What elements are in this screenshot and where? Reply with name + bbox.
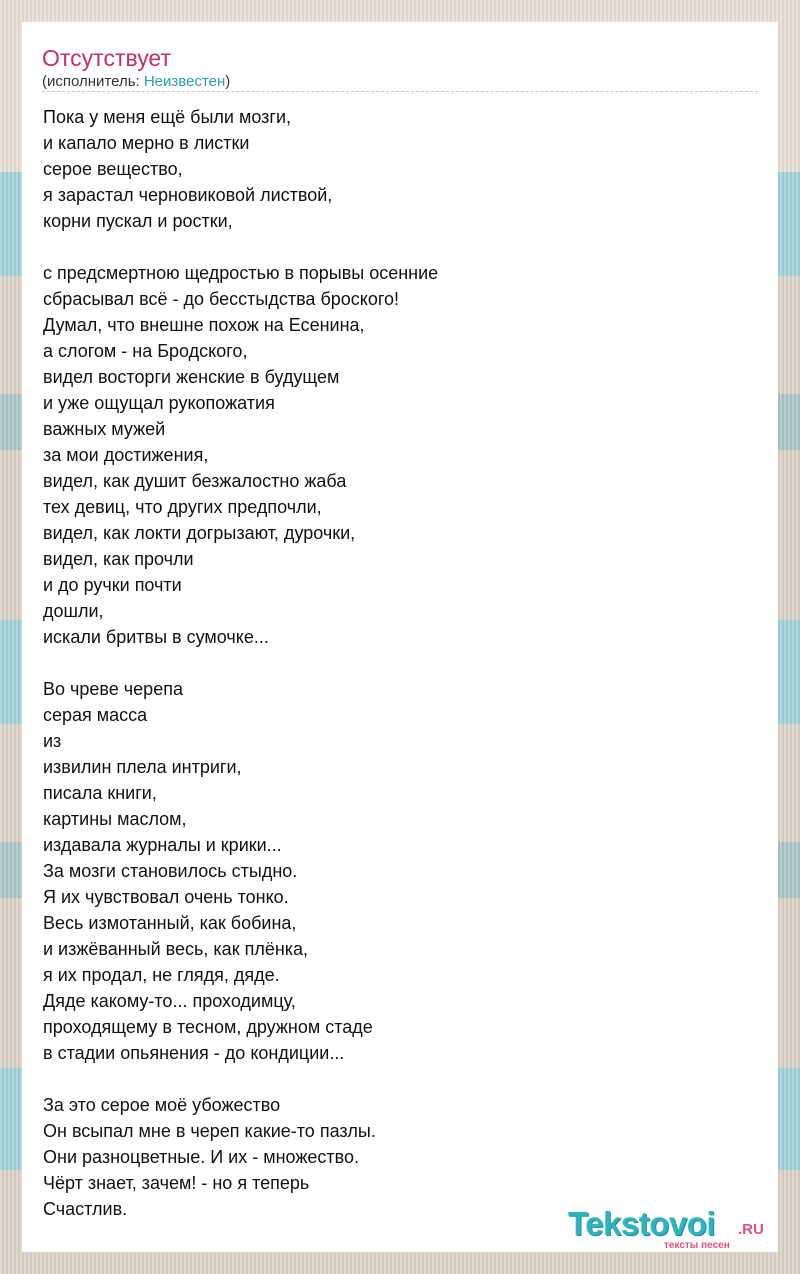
lyric-line: Во чреве черепа (43, 679, 183, 699)
lyric-line: картины маслом, (43, 809, 187, 829)
lyric-line: Я их чувствовал очень тонко. (43, 887, 289, 907)
lyric-line: проходящему в тесном, дружном стаде (43, 1017, 373, 1037)
logo-tagline: тексты песен (664, 1240, 730, 1251)
artist-prefix: (исполнитель: (42, 73, 144, 90)
lyrics-card (22, 22, 778, 1252)
artist-line (42, 73, 230, 91)
lyric-line: корни пускал и ростки, (43, 211, 233, 231)
lyric-line: с предсмертною щедростью в порывы осенние (43, 263, 439, 283)
lyric-line: и изжёванный весь, как плёнка, (43, 939, 309, 959)
lyric-line: писала книги, (43, 783, 157, 803)
lyric-line: видел, как прочли (43, 549, 194, 569)
lyrics-text (43, 104, 743, 1222)
lyric-line: тех девиц, что других предпочли, (43, 497, 322, 517)
lyric-line: Он всыпал мне в череп какие-то пазлы. (43, 1121, 376, 1141)
lyric-line: За это серое моё убожество (43, 1095, 281, 1115)
lyric-line: искали бритвы в сумочке... (43, 627, 269, 647)
lyric-line: я их продал, не глядя, дяде. (43, 965, 280, 985)
lyric-line: издавала журналы и крики... (43, 835, 282, 855)
lyric-line: серое вещество, (43, 159, 183, 179)
lyric-line: дошли, (43, 601, 104, 621)
lyric-line: из (43, 731, 62, 751)
lyric-line: за мои достижения, (43, 445, 209, 465)
site-logo[interactable] (568, 1206, 778, 1252)
lyric-line: и до ручки почти (43, 575, 182, 595)
lyric-line: а слогом - на Бродского, (43, 341, 248, 361)
lyric-line: и капало мерно в листки (43, 133, 250, 153)
lyric-line: и уже ощущал рукопожатия (43, 393, 275, 413)
lyric-line: Думал, что внешне похож на Есенина, (43, 315, 365, 335)
lyric-line: За мозги становилось стыдно. (43, 861, 298, 881)
song-title: Отсутствует (42, 45, 171, 71)
lyric-line: Пока у меня ещё были мозги, (43, 107, 292, 127)
lyric-line: важных мужей (43, 419, 166, 439)
divider (42, 91, 758, 92)
lyric-line: Дяде какому-то... проходимцу, (43, 991, 296, 1011)
lyric-line (43, 650, 743, 676)
lyric-line: сбрасывал всё - до бесстыдства броского! (43, 289, 400, 309)
lyric-line: видел, как душит безжалостно жаба (43, 471, 347, 491)
logo-wordmark: Tekstovoi (568, 1205, 716, 1242)
lyric-line: Счастлив. (43, 1199, 128, 1219)
lyric-line: видел восторги женские в будущем (43, 367, 340, 387)
lyric-line (43, 234, 743, 260)
artist-suffix: ) (225, 73, 231, 90)
lyric-line: Они разноцветные. И их - множество. (43, 1147, 360, 1167)
artist-link[interactable]: Неизвестен (143, 73, 226, 90)
lyric-line: в стадии опьянения - до кондиции... (43, 1043, 345, 1063)
lyric-line (43, 1066, 743, 1092)
lyric-line: Весь измотанный, как бобина, (43, 913, 297, 933)
lyric-line: серая масса (43, 705, 148, 725)
logo-domain: .RU (738, 1221, 764, 1238)
lyric-line: я зарастал черновиковой листвой, (43, 185, 333, 205)
lyric-line: Чёрт знает, зачем! - но я теперь (43, 1173, 310, 1193)
lyric-line: извилин плела интриги, (43, 757, 242, 777)
lyric-line: видел, как локти догрызают, дурочки, (43, 523, 356, 543)
